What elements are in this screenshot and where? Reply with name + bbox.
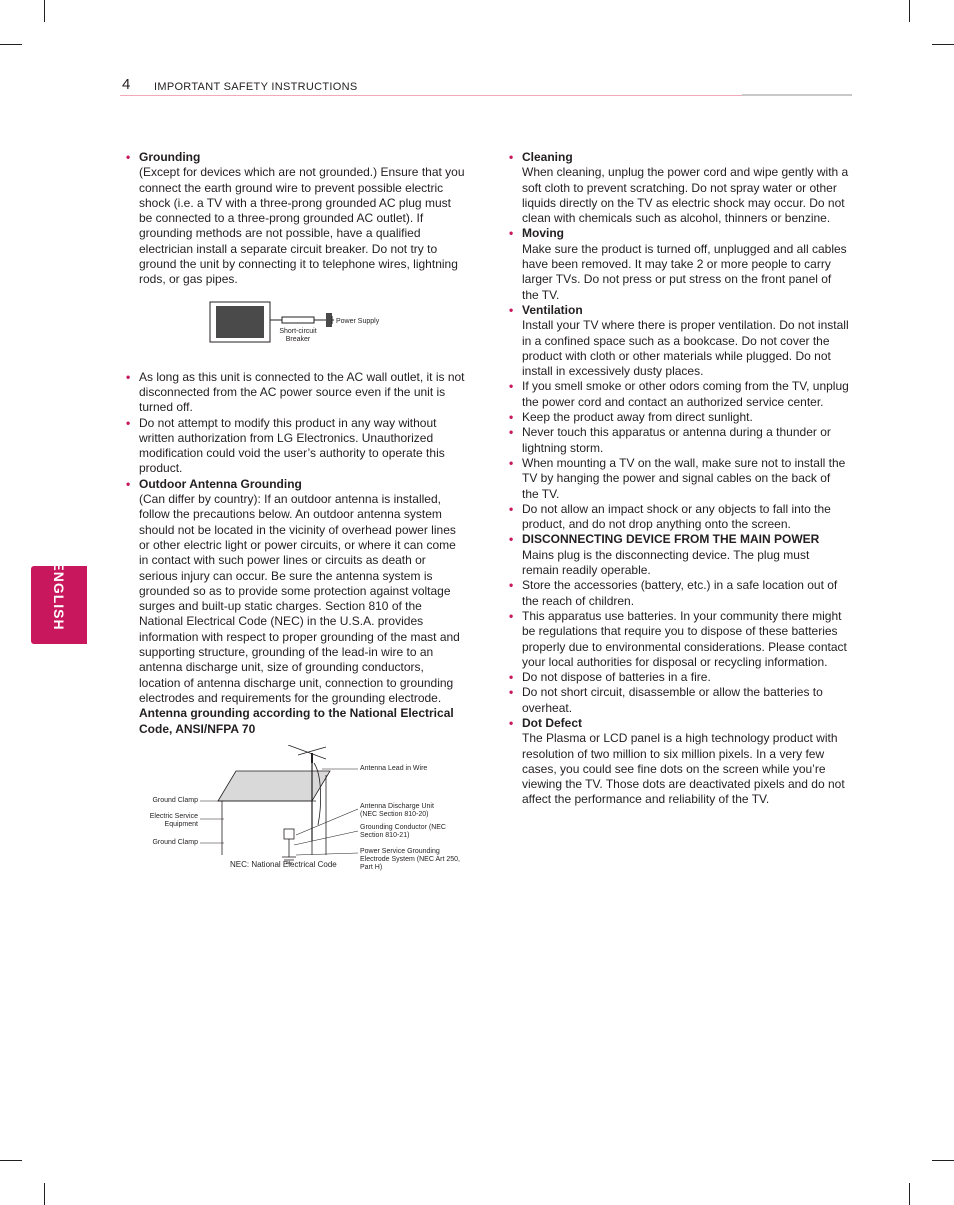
crop-mark [909,1183,910,1205]
item-title: • Ventilation [522,302,583,317]
bullet-item: • Do not allow an impact shock or any objects to fall into the product, and do not drop anything onto the screen. [509,502,849,533]
bullet-item: • This apparatus use batteries. In your community there might be regulations that require you to dispose of these batteries properly due to environmental considerations. Please contact your local authorities for disposal or recycling information. [509,609,849,670]
disconnecting-device-item [509,532,849,578]
ventilation-item [509,303,849,379]
page-number: 4 [122,76,131,93]
bullet-item: • Do not short circuit, disassemble or allow the batteries to overheat. [509,685,849,716]
grounding-body: (Except for devices which are not grounded.) Ensure that you connect the earth ground wire to prevent possible electric shock (i.e. a TV with a three-prong grounded AC plug must be connected to a three-prong grounded AC outlet). If grounding methods are not possible, have a qualified electrician install a separate circuit breaker. Do not try to ground the unit by connecting it to telephone wires, lightning rods, or gas pipes. [139,165,465,287]
item-body: Mains plug is the disconnecting device. The plug must remain readily operable. [522,547,810,578]
crop-mark [909,0,910,22]
language-tab [31,561,87,644]
grounding-diagram [126,296,466,370]
electric-service-label: Electric Service Equipment [149,812,198,828]
bullet-item: • Never touch this apparatus or antenna during a thunder or lightning storm. [509,425,849,456]
power-service-label: Power Service Grounding Electrode System (NEC Art 250, Part H) [360,847,460,871]
dot-defect-item [509,716,849,808]
grounding-conductor-label: Grounding Conductor (NEC Section 810-21) [360,823,446,839]
outdoor-antenna-title: • Outdoor Antenna Grounding [139,476,302,491]
grounding-item [126,150,466,288]
item-title: • Cleaning [522,150,573,164]
cleaning-item [509,150,849,226]
antenna-diagram [126,745,466,885]
header-rule-accent [742,94,852,96]
bullet-item: • Store the accessories (battery, etc.) in a safe location out of the reach of children. [509,578,849,609]
section-title: IMPORTANT SAFETY INSTRUCTIONS [154,81,358,93]
item-body: Make sure the product is turned off, unplugged and all cables have been removed. It may take 2 or more people to carry larger TVs. Do not press or put stress on the front panel of the TV. [522,241,847,302]
ground-clamp-top-label: Ground Clamp [152,796,198,804]
page-header [120,76,852,96]
crop-mark [0,1160,22,1161]
moving-item [509,226,849,302]
grounding-title: • Grounding [139,150,201,164]
breaker-label: Short-circuit Breaker [279,327,317,343]
crop-mark [0,44,22,45]
item-title: • Dot Defect [522,715,583,730]
item-body: When cleaning, unplug the power cord and wipe gently with a soft cloth to prevent scratching. Do not spray water or other liquids directly on the TV as electric shock may occur. Do not clean with chemicals such as alcohol, thinners or benzine. [522,165,849,226]
outdoor-antenna-item [126,477,466,706]
bullet-item: • If you smell smoke or other odors coming from the TV, unplug the power cord and contact an authorized service center. [509,379,849,410]
outdoor-antenna-body: (Can differ by country): If an outdoor antenna is installed, follow the precautions below. An outdoor antenna system should not be located in the vicinity of overhead power lines or other electric light or power circuits, or where it can come in contact with such power lines or circuits as death or serious injury can occur. Be sure the antenna system is grounded so as to provide some protection against voltage surges and built-up static charges. Section 810 of the National Electrical Code (NEC) in the U.S.A. provides information with respect to proper grounding of the mast and supporting structure, grounding of the lead-in wire to an antenna discharge unit, size of grounding conductors, location of antenna discharge unit, connection to grounding electrodes and requirements for the grounding electrode. [139,492,460,705]
bullet-item: • As long as this unit is connected to the AC wall outlet, it is not disconnected from the AC power source even if the unit is turned off. [126,370,466,416]
ground-clamp-bottom-label: Ground Clamp [152,838,198,846]
language-label: ENGLISH [51,561,67,631]
crop-mark [932,44,954,45]
left-column [126,150,466,885]
item-title: • DISCONNECTING DEVICE FROM THE MAIN POWER [522,532,820,547]
power-supply-label: Power Supply [336,317,380,325]
discharge-unit-label: Antenna Discharge Unit (NEC Section 810-20) [360,802,434,818]
nec-caption: NEC: National Electrical Code [230,859,337,869]
bullet-item: • When mounting a TV on the wall, make sure not to install the TV by hanging the power and signal cables on the back of the TV. [509,456,849,502]
item-body: The Plasma or LCD panel is a high technology product with resolution of two million to six million pixels. In a very few cases, you could see fine dots on the screen while you’re viewing the TV. Those dots are deactivated pixels and do not affect the performance and reliability of the TV. [522,731,845,807]
antenna-grounding-heading: Antenna grounding according to the National Electrical Code, ANSI/NFPA 70 [139,706,454,736]
bullet-item: • Do not attempt to modify this product in any way without written authorization from LG Electronics. Unauthorized modification could void the user’s authority to operate this product. [126,416,466,477]
crop-mark [44,1183,45,1205]
crop-mark [932,1160,954,1161]
crop-mark [44,0,45,22]
right-column [509,150,849,808]
lead-in-wire-label: Antenna Lead in Wire [360,764,428,772]
item-title: • Moving [522,226,564,241]
item-body: Install your TV where there is proper ventilation. Do not install in a confined space such as a bookcase. Do not cover the product with cloth or other materials while plugged. Do not install in excessively dusty places. [522,318,849,379]
bullet-item: • Do not dispose of batteries in a fire. [509,670,849,685]
bullet-item: • Keep the product away from direct sunlight. [509,410,849,425]
